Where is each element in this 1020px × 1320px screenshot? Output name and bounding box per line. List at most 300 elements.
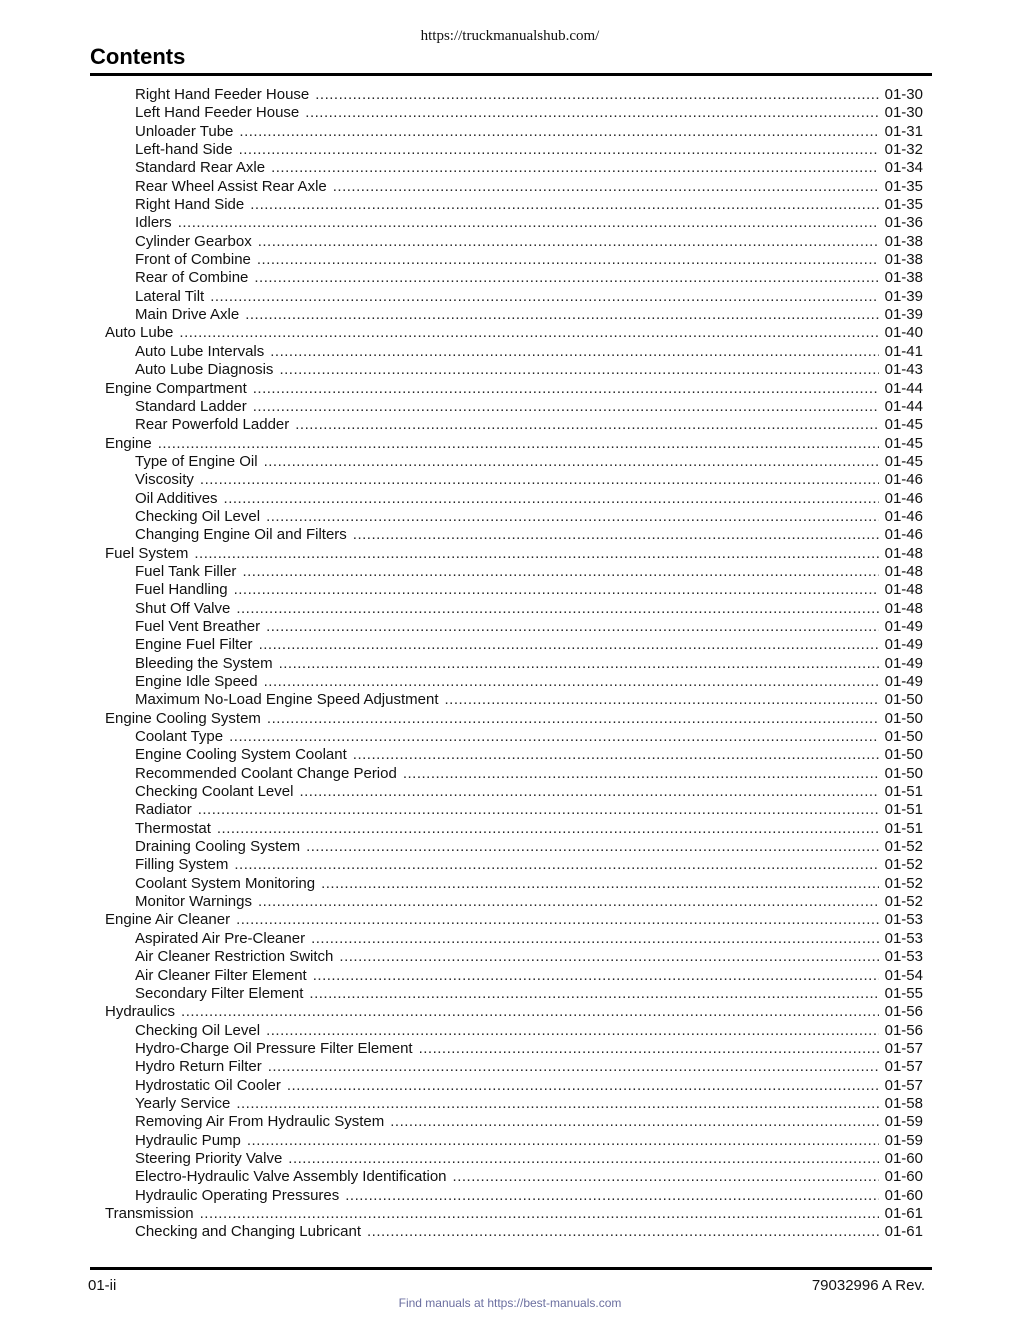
toc-entry-line — [135, 581, 923, 599]
toc-entry[interactable] — [0, 948, 1020, 966]
toc-entry-page: 01-50 — [884, 691, 923, 709]
toc-entry[interactable] — [0, 765, 1020, 783]
dot-leader — [333, 178, 879, 196]
toc-entry[interactable] — [0, 563, 1020, 581]
toc-section[interactable] — [0, 1003, 1020, 1021]
toc-entry[interactable] — [0, 1058, 1020, 1076]
dot-leader — [270, 343, 878, 361]
toc-entry-line — [135, 104, 923, 122]
dot-leader — [309, 985, 878, 1003]
toc-entry-title: Electro-Hydraulic Valve Assembly Identification — [135, 1168, 447, 1186]
table-of-contents — [0, 86, 1020, 1242]
toc-entry-line — [105, 1003, 923, 1021]
toc-entry-title: Rear Powerfold Ladder — [135, 416, 290, 434]
toc-section[interactable] — [0, 435, 1020, 453]
toc-entry-title: Fuel Tank Filler — [135, 562, 237, 580]
toc-entry-line — [135, 141, 923, 159]
toc-entry-line — [135, 636, 923, 654]
dot-leader — [200, 471, 879, 489]
toc-entry[interactable] — [0, 233, 1020, 251]
dot-leader — [288, 1150, 878, 1168]
toc-section[interactable] — [0, 324, 1020, 342]
toc-entry-title: Right Hand Feeder House — [135, 86, 310, 103]
toc-entry-title: Auto Lube — [105, 324, 174, 342]
toc-entry-line — [135, 967, 923, 985]
toc-entry-page: 01-38 — [884, 251, 923, 269]
toc-entry-line — [135, 1132, 923, 1150]
toc-entry-title: Auto Lube Diagnosis — [135, 361, 274, 379]
toc-entry[interactable] — [0, 600, 1020, 618]
toc-entry-line — [135, 416, 923, 434]
toc-entry-line — [105, 380, 923, 398]
toc-entry-line — [135, 618, 923, 636]
toc-entry[interactable] — [0, 783, 1020, 801]
toc-entry-line — [135, 985, 923, 1003]
dot-leader — [321, 875, 879, 893]
toc-entry-title: Checking and Changing Lubricant — [135, 1223, 361, 1241]
dot-leader — [259, 636, 879, 654]
toc-entry[interactable] — [0, 636, 1020, 654]
toc-entry-title: Left Hand Feeder House — [135, 104, 300, 122]
toc-entry-page: 01-55 — [884, 984, 923, 1002]
toc-entry-title: Steering Priority Valve — [135, 1149, 283, 1167]
toc-entry[interactable] — [0, 306, 1020, 324]
toc-entry-line — [105, 710, 923, 728]
toc-entry-title: Air Cleaner Filter Element — [135, 966, 307, 984]
toc-entry-line — [135, 471, 923, 489]
toc-entry-page: 01-52 — [884, 893, 923, 911]
toc-entry[interactable] — [0, 269, 1020, 287]
dot-leader — [257, 251, 879, 269]
toc-entry-title: Thermostat — [135, 819, 211, 837]
toc-entry-title: Removing Air From Hydraulic System — [135, 1113, 385, 1131]
toc-entry-line — [105, 435, 923, 453]
toc-entry-title: Front of Combine — [135, 251, 251, 269]
toc-entry-title: Engine Compartment — [105, 379, 247, 397]
toc-entry-page: 01-57 — [884, 1039, 923, 1057]
toc-entry-title: Checking Coolant Level — [135, 783, 294, 801]
toc-entry-title: Viscosity — [135, 471, 194, 489]
toc-entry-page: 01-61 — [884, 1223, 923, 1241]
toc-entry-page: 01-59 — [884, 1131, 923, 1149]
toc-entry-line — [135, 801, 923, 819]
toc-entry-page: 01-59 — [884, 1113, 923, 1131]
toc-entry-page: 01-53 — [884, 948, 923, 966]
toc-entry-page: 01-60 — [884, 1149, 923, 1167]
toc-entry-line — [105, 545, 923, 563]
toc-entry-line — [135, 783, 923, 801]
dot-leader — [245, 306, 878, 324]
toc-section[interactable] — [0, 545, 1020, 563]
toc-entry[interactable] — [0, 655, 1020, 673]
toc-entry[interactable] — [0, 178, 1020, 196]
dot-leader — [178, 214, 879, 232]
toc-entry-line — [105, 911, 923, 929]
toc-entry-page: 01-38 — [884, 232, 923, 250]
toc-entry-title: Engine Idle Speed — [135, 673, 258, 690]
toc-entry-title: Air Cleaner Restriction Switch — [135, 948, 334, 966]
toc-entry[interactable] — [0, 526, 1020, 544]
toc-entry-line — [135, 856, 923, 874]
toc-entry[interactable] — [0, 618, 1020, 636]
toc-entry-page: 01-60 — [884, 1186, 923, 1204]
dot-leader — [158, 435, 879, 453]
toc-entry-page: 01-60 — [884, 1168, 923, 1186]
toc-entry-page: 01-57 — [884, 1076, 923, 1094]
toc-entry-title: Engine — [105, 434, 152, 452]
toc-entry-title: Monitor Warnings — [135, 893, 252, 911]
toc-entry-page: 01-51 — [884, 783, 923, 801]
toc-entry-page: 01-52 — [884, 874, 923, 892]
toc-entry-title: Draining Cooling System — [135, 838, 301, 856]
toc-entry-title: Auto Lube Intervals — [135, 342, 265, 360]
toc-entry-line — [135, 196, 923, 214]
toc-entry-line — [135, 655, 923, 673]
toc-entry-line — [135, 1040, 923, 1058]
toc-entry-title: Radiator — [135, 801, 192, 819]
toc-entry-title: Checking Oil Level — [135, 507, 261, 525]
dot-leader — [266, 618, 879, 636]
footer-rule — [90, 1267, 932, 1270]
toc-entry-line — [135, 1077, 923, 1095]
toc-entry-page: 01-45 — [884, 452, 923, 470]
toc-entry-page: 01-52 — [884, 856, 923, 874]
dot-leader — [236, 911, 879, 929]
toc-entry[interactable] — [0, 856, 1020, 874]
toc-entry[interactable] — [0, 838, 1020, 856]
toc-entry-page: 01-35 — [884, 177, 923, 195]
toc-entry-title: Rear Wheel Assist Rear Axle — [135, 177, 327, 195]
dot-leader — [313, 967, 879, 985]
toc-entry[interactable] — [0, 967, 1020, 985]
toc-entry-page: 01-53 — [884, 929, 923, 947]
toc-entry-title: Coolant Type — [135, 728, 224, 746]
toc-entry-line — [135, 1168, 923, 1186]
toc-entry-line — [135, 214, 923, 232]
dot-leader — [403, 765, 879, 783]
toc-entry-page: 01-50 — [884, 746, 923, 764]
toc-entry-line — [135, 86, 923, 104]
dot-leader — [287, 1077, 879, 1095]
toc-entry[interactable] — [0, 1168, 1020, 1186]
toc-entry-title: Lateral Tilt — [135, 287, 205, 305]
toc-entry-page: 01-48 — [884, 562, 923, 580]
toc-entry-line — [135, 1022, 923, 1040]
dot-leader — [258, 893, 879, 911]
toc-entry-page: 01-54 — [884, 966, 923, 984]
toc-entry-title: Maximum No-Load Engine Speed Adjustment — [135, 691, 439, 709]
toc-entry-line — [135, 1113, 923, 1131]
dot-leader — [266, 508, 879, 526]
toc-entry-line — [135, 306, 923, 324]
toc-entry[interactable] — [0, 1040, 1020, 1058]
toc-entry-page: 01-44 — [884, 397, 923, 415]
toc-entry[interactable] — [0, 398, 1020, 416]
toc-entry-title: Coolant System Monitoring — [135, 874, 316, 892]
toc-entry-line — [135, 1187, 923, 1205]
toc-entry[interactable] — [0, 893, 1020, 911]
toc-entry[interactable] — [0, 581, 1020, 599]
toc-entry[interactable] — [0, 1095, 1020, 1113]
dot-leader — [306, 838, 879, 856]
toc-entry-title: Hydraulics — [105, 1003, 176, 1021]
dot-leader — [295, 416, 878, 434]
toc-entry[interactable] — [0, 801, 1020, 819]
toc-entry-line — [135, 820, 923, 838]
toc-entry-line — [135, 398, 923, 416]
toc-entry-line — [135, 178, 923, 196]
toc-entry-title: Rear of Combine — [135, 269, 249, 287]
dot-leader — [236, 1095, 878, 1113]
toc-entry-title: Fuel Handling — [135, 581, 228, 599]
toc-entry-title: Yearly Service — [135, 1094, 231, 1112]
toc-entry-title: Hydro Return Filter — [135, 1058, 262, 1076]
toc-entry-title: Hydrostatic Oil Cooler — [135, 1076, 281, 1094]
toc-entry-page: 01-39 — [884, 287, 923, 305]
toc-entry[interactable] — [0, 159, 1020, 177]
toc-entry-title: Fuel System — [105, 544, 189, 562]
toc-entry[interactable] — [0, 746, 1020, 764]
toc-entry-page: 01-57 — [884, 1058, 923, 1076]
toc-entry-line — [135, 1223, 923, 1241]
toc-entry-title: Bleeding the System — [135, 654, 273, 672]
toc-section[interactable] — [0, 380, 1020, 398]
toc-entry-line — [135, 453, 923, 471]
dot-leader — [305, 104, 878, 122]
toc-entry-line — [135, 691, 923, 709]
toc-section[interactable] — [0, 1205, 1020, 1223]
toc-entry[interactable] — [0, 728, 1020, 746]
toc-entry[interactable] — [0, 691, 1020, 709]
toc-entry-page: 01-49 — [884, 636, 923, 654]
toc-entry-line — [135, 508, 923, 526]
toc-entry-page: 01-35 — [884, 196, 923, 214]
dot-leader — [242, 563, 878, 581]
toc-entry-page: 01-30 — [884, 104, 923, 122]
dot-leader — [264, 673, 879, 691]
dot-leader — [258, 233, 879, 251]
toc-entry[interactable] — [0, 471, 1020, 489]
toc-entry-line — [135, 893, 923, 911]
dot-leader — [253, 398, 879, 416]
toc-entry-page: 01-49 — [884, 617, 923, 635]
toc-entry-title: Engine Cooling System Coolant — [135, 746, 347, 764]
toc-entry-line — [135, 233, 923, 251]
toc-entry-page: 01-53 — [884, 911, 923, 929]
toc-entry-page: 01-46 — [884, 471, 923, 489]
dot-leader — [453, 1168, 879, 1186]
dot-leader — [250, 196, 878, 214]
toc-entry-page: 01-56 — [884, 1003, 923, 1021]
toc-entry-page: 01-50 — [884, 764, 923, 782]
dot-leader — [353, 526, 879, 544]
toc-entry-title: Hydraulic Operating Pressures — [135, 1186, 340, 1204]
toc-entry-line — [135, 673, 923, 691]
toc-entry-title: Checking Oil Level — [135, 1021, 261, 1039]
toc-entry-title: Hydraulic Pump — [135, 1131, 241, 1149]
toc-entry-line — [135, 288, 923, 306]
toc-entry[interactable] — [0, 453, 1020, 471]
dot-leader — [236, 600, 878, 618]
toc-entry-title: Shut Off Valve — [135, 599, 231, 617]
toc-entry[interactable] — [0, 985, 1020, 1003]
toc-entry-title: Idlers — [135, 214, 172, 232]
dot-leader — [339, 948, 878, 966]
toc-entry-line — [135, 1058, 923, 1076]
toc-entry[interactable] — [0, 1113, 1020, 1131]
toc-entry-title: Transmission — [105, 1204, 194, 1222]
toc-entry[interactable] — [0, 490, 1020, 508]
dot-leader — [268, 1058, 879, 1076]
toc-entry-page: 01-36 — [884, 214, 923, 232]
toc-entry-title: Secondary Filter Element — [135, 984, 304, 1002]
toc-entry-line — [135, 1150, 923, 1168]
toc-entry-line — [135, 343, 923, 361]
toc-entry[interactable] — [0, 930, 1020, 948]
toc-entry[interactable] — [0, 361, 1020, 379]
toc-entry-title: Filling System — [135, 856, 229, 874]
toc-entry-title: Standard Rear Axle — [135, 159, 266, 177]
dot-leader — [239, 141, 879, 159]
toc-entry[interactable] — [0, 196, 1020, 214]
toc-entry-page: 01-50 — [884, 709, 923, 727]
toc-entry-title: Left-hand Side — [135, 141, 233, 159]
dot-leader — [390, 1113, 878, 1131]
dot-leader — [353, 746, 879, 764]
toc-entry[interactable] — [0, 875, 1020, 893]
dot-leader — [247, 1132, 879, 1150]
dot-leader — [181, 1003, 879, 1021]
dot-leader — [229, 728, 879, 746]
toc-entry-title: Engine Fuel Filter — [135, 636, 253, 654]
dot-leader — [419, 1040, 879, 1058]
dot-leader — [345, 1187, 878, 1205]
toc-entry[interactable] — [0, 123, 1020, 141]
toc-entry[interactable] — [0, 1132, 1020, 1150]
dot-leader — [279, 361, 878, 379]
toc-entry[interactable] — [0, 343, 1020, 361]
toc-entry-page: 01-34 — [884, 159, 923, 177]
toc-entry-line — [135, 765, 923, 783]
toc-entry-line — [135, 251, 923, 269]
toc-entry[interactable] — [0, 416, 1020, 434]
toc-entry-line — [135, 746, 923, 764]
toc-entry-title: Oil Additives — [135, 489, 218, 507]
toc-entry[interactable] — [0, 673, 1020, 691]
source-url[interactable]: https://truckmanualshub.com/ — [420, 28, 600, 44]
toc-entry-page: 01-45 — [884, 434, 923, 452]
toc-entry-line — [135, 361, 923, 379]
dot-leader — [299, 783, 878, 801]
toc-entry-line — [135, 948, 923, 966]
toc-entry-line — [135, 838, 923, 856]
toc-entry-title: Engine Air Cleaner — [105, 911, 231, 929]
toc-entry-line — [135, 159, 923, 177]
toc-entry-page: 01-38 — [884, 269, 923, 287]
toc-entry[interactable] — [0, 820, 1020, 838]
toc-entry-title: Type of Engine Oil — [135, 452, 258, 470]
dot-leader — [234, 581, 879, 599]
toc-entry-title: Fuel Vent Breather — [135, 617, 261, 635]
dot-leader — [315, 86, 878, 104]
toc-entry-title: Recommended Coolant Change Period — [135, 764, 397, 782]
toc-entry-title: Cylinder Gearbox — [135, 232, 252, 250]
document-number: 79032996 A Rev. — [811, 1277, 925, 1294]
toc-entry[interactable] — [0, 141, 1020, 159]
dot-leader — [179, 324, 878, 342]
dot-leader — [271, 159, 879, 177]
dot-leader — [210, 288, 878, 306]
dot-leader — [367, 1223, 879, 1241]
page-number: 01-ii — [88, 1277, 117, 1294]
toc-entry-line — [135, 563, 923, 581]
toc-entry-line — [135, 930, 923, 948]
manuals-link[interactable]: Find manuals at https://best-manuals.com — [398, 1296, 622, 1310]
dot-leader — [254, 269, 878, 287]
dot-leader — [234, 856, 878, 874]
toc-entry[interactable] — [0, 1077, 1020, 1095]
toc-entry-page: 01-48 — [884, 581, 923, 599]
toc-entry-title: Engine Cooling System — [105, 709, 261, 727]
toc-entry-page: 01-56 — [884, 1021, 923, 1039]
toc-entry-page: 01-44 — [884, 379, 923, 397]
toc-entry-page: 01-51 — [884, 801, 923, 819]
toc-entry-page: 01-61 — [884, 1204, 923, 1222]
toc-entry[interactable] — [0, 104, 1020, 122]
toc-entry-title: Hydro-Charge Oil Pressure Filter Element — [135, 1039, 413, 1057]
toc-entry[interactable] — [0, 214, 1020, 232]
dot-leader — [198, 801, 879, 819]
dot-leader — [264, 453, 879, 471]
dot-leader — [279, 655, 879, 673]
toc-entry-line — [105, 1205, 923, 1223]
toc-entry[interactable] — [0, 1187, 1020, 1205]
dot-leader — [267, 710, 879, 728]
toc-entry-page: 01-46 — [884, 507, 923, 525]
toc-entry-page: 01-31 — [884, 122, 923, 140]
toc-entry-page: 01-52 — [884, 838, 923, 856]
dot-leader — [311, 930, 879, 948]
toc-entry-title: Unloader Tube — [135, 122, 234, 140]
toc-entry-page: 01-49 — [884, 673, 923, 690]
toc-entry-title: Right Hand Side — [135, 196, 245, 214]
toc-entry[interactable] — [0, 1022, 1020, 1040]
dot-leader — [194, 545, 878, 563]
toc-entry-line — [135, 600, 923, 618]
toc-entry-line — [135, 1095, 923, 1113]
toc-entry-page: 01-45 — [884, 416, 923, 434]
toc-entry-page: 01-49 — [884, 654, 923, 672]
toc-entry-line — [105, 324, 923, 342]
toc-entry-page: 01-40 — [884, 324, 923, 342]
toc-section[interactable] — [0, 710, 1020, 728]
toc-entry[interactable] — [0, 86, 1020, 104]
toc-entry[interactable] — [0, 288, 1020, 306]
toc-entry-title: Aspirated Air Pre-Cleaner — [135, 929, 306, 947]
toc-entry-page: 01-39 — [884, 306, 923, 324]
toc-entry[interactable] — [0, 251, 1020, 269]
toc-entry-page: 01-46 — [884, 526, 923, 544]
toc-entry-page: 01-41 — [884, 342, 923, 360]
toc-section[interactable] — [0, 911, 1020, 929]
toc-entry[interactable] — [0, 508, 1020, 526]
toc-entry-page: 01-30 — [884, 86, 923, 103]
toc-entry[interactable] — [0, 1223, 1020, 1241]
toc-entry-line — [135, 526, 923, 544]
toc-entry[interactable] — [0, 1150, 1020, 1168]
header-rule — [90, 73, 932, 76]
page-title: Contents — [90, 44, 186, 69]
